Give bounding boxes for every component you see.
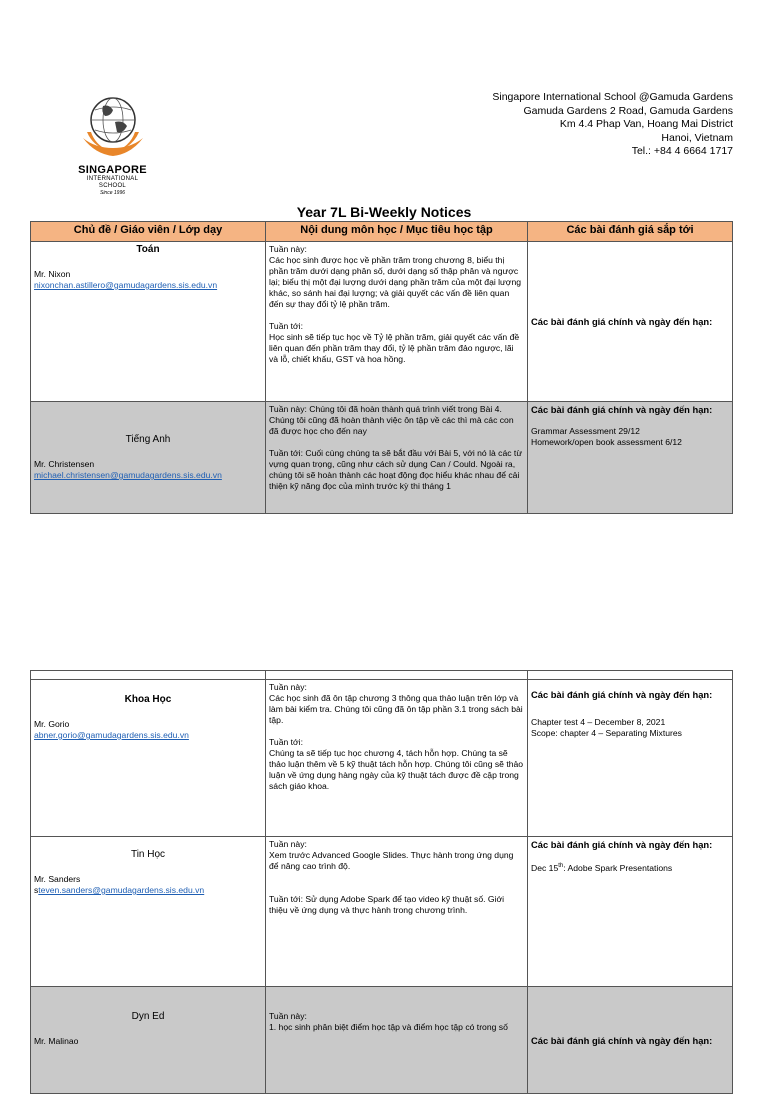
- content-label: Tuần tới:: [269, 321, 303, 331]
- teacher-name: Mr. Nixon: [34, 269, 71, 279]
- address-line: Singapore International School @Gamuda Gardens: [492, 91, 733, 103]
- address-line: Km 4.4 Phap Van, Hoang Mai District: [559, 118, 733, 131]
- assessment-item: Grammar Assessment 29/12: [531, 426, 640, 436]
- content-cell: [266, 242, 528, 402]
- empty-header-cell: [528, 671, 733, 680]
- assessment-cell: [528, 402, 733, 514]
- globe-hands-icon: [77, 92, 149, 162]
- date-suffix: th: [558, 863, 564, 869]
- subject-title: Toán: [136, 244, 160, 255]
- page-title: Year 7L Bi-Weekly Notices: [296, 204, 472, 220]
- content-cell: [266, 837, 528, 987]
- header-content: Nội dung môn học / Mục tiêu học tập: [266, 222, 528, 242]
- table-row: [31, 402, 733, 514]
- school-logo: [55, 92, 170, 204]
- table-header-row: [31, 222, 733, 242]
- assessment-cell: [528, 837, 733, 987]
- teacher-name: Mr. Gorio: [34, 719, 70, 729]
- table-row: [31, 987, 733, 1094]
- logo-since: Since 1996: [99, 190, 126, 196]
- teacher-email: [34, 885, 262, 896]
- notices-table-1: [30, 221, 733, 514]
- teacher-email-link[interactable]: nixonchan.astillero@gamudagardens.sis.edu.vn: [34, 280, 218, 290]
- content-label: Tuần này:: [269, 682, 307, 692]
- assessment-item: [531, 861, 729, 874]
- assessment-cell: [528, 242, 733, 402]
- subject-cell: [31, 680, 266, 837]
- empty-header-cell: [31, 671, 266, 680]
- email-prefix: s: [34, 885, 39, 895]
- content-cell: [266, 987, 528, 1094]
- assessment-item: Chapter test 4 – December 8, 2021: [531, 717, 666, 727]
- teacher-name: Mr. Christensen: [34, 459, 95, 469]
- header-assessments: Các bài đánh giá sắp tới: [528, 222, 733, 242]
- subject-title: Tiếng Anh: [125, 434, 171, 445]
- logo-sub1: INTERNATIONAL: [86, 176, 139, 182]
- table-row: [31, 242, 733, 402]
- assessment-item: Homework/open book assessment 6/12: [531, 437, 682, 447]
- subject-title: Khoa Học: [124, 694, 172, 705]
- content-text: Các học sinh được học về phần trăm trong chương 8, biểu thị phần trăm dưới dạng phân số, dưới dạng số thập phân và ngược lại; biểu thị một đại lượng dưới dạng phần trăm của một đại lượng khác, so sánh hai đại lượng; và giải quyết các vấn đề liên quan đến sự thay đổi tỷ lệ phần trăm.: [269, 255, 522, 309]
- assessment-date: Dec 15: [531, 862, 559, 873]
- content-text: Xem trước Advanced Google Slides. Thực hành trong ứng dụng để nâng cao trình độ.: [269, 850, 514, 871]
- assessment-cell: [528, 987, 733, 1094]
- content-label: Tuần này:: [269, 1011, 307, 1021]
- content-text: Tuần tới: Cuối cùng chúng ta sẽ bắt đầu với Bài 5, với nó là các từ vựng quan trọng, cũng như cách sử dụng Can / Could. Ngoài ra, chúng tôi sẽ hoàn thành các hoạt động đọc hiểu khác nhau để cải thiện kỹ năng đọc của mình trước kỳ thi tháng 1: [269, 448, 523, 491]
- table-header-row: [31, 671, 733, 680]
- notices-table-2: [30, 670, 733, 1094]
- content-text: Học sinh sẽ tiếp tục học về Tỷ lệ phần trăm, giải quyết các vấn đề liên quan đến phần trăm thay đổi, tỷ lệ phần trăm đảo ngược, lãi và lỗ, chiết khấu, GST và hoa hồng.: [269, 332, 520, 364]
- empty-header-cell: [266, 671, 528, 680]
- content-cell: [266, 402, 528, 514]
- assessment-label: : Adobe Spark Presentations: [563, 862, 673, 873]
- assessment-title: Các bài đánh giá chính và ngày đến hạn:: [531, 839, 713, 850]
- subject-cell: [31, 402, 266, 514]
- assessment-cell: [528, 680, 733, 837]
- teacher-name: Mr. Sanders: [34, 874, 81, 884]
- content-label: Tuần này:: [269, 839, 307, 849]
- teacher-name: Mr. Malinao: [34, 1036, 79, 1046]
- address-line: Tel.: +84 4 6664 1717: [631, 145, 733, 158]
- subject-title: Dyn Ed: [131, 1011, 165, 1022]
- assessment-title: Các bài đánh giá chính và ngày đến hạn:: [531, 404, 713, 415]
- content-cell: [266, 680, 528, 837]
- content-text: Tuần tới: Sử dụng Adobe Spark để tạo video kỹ thuật số. Giới thiệu về ứng dụng và thực hành trong chương trình.: [269, 894, 505, 915]
- content-label: Tuần này:: [269, 244, 307, 254]
- subject-title: Tin Học: [130, 849, 166, 860]
- teacher-email-link[interactable]: teven.sanders@gamudagardens.sis.edu.vn: [38, 885, 205, 895]
- assessment-title: Các bài đánh giá chính và ngày đến hạn:: [531, 1035, 713, 1046]
- content-text: Chúng ta sẽ tiếp tục học chương 4, tách hỗn hợp. Chúng ta sẽ thảo luận thêm về 5 kỹ thuật tách hỗn hợp. Chúng tôi cũng sẽ thảo luận về ứng dụng hàng ngày của kỹ thuật tách được đề cập trong sách giáo khoa.: [269, 748, 524, 791]
- content-text: Tuần này: Chúng tôi đã hoàn thành quá trình viết trong Bài 4. Chúng tôi cũng đã hoàn thành việc ôn tập về các thì mà các con đã được học cho đến nay: [269, 404, 514, 436]
- subject-cell: [31, 242, 266, 402]
- table-row: [31, 837, 733, 987]
- address-line: Gamuda Gardens 2 Road, Gamuda Gardens: [523, 104, 733, 117]
- logo-name: SINGAPORE: [78, 164, 147, 176]
- school-address: [433, 91, 733, 159]
- content-text: 1. học sinh phân biệt điểm học tập và điểm học tập có trong số: [269, 1022, 508, 1032]
- subject-cell: [31, 987, 266, 1094]
- header-subject: Chủ đề / Giáo viên / Lớp dạy: [31, 222, 266, 242]
- teacher-email-link[interactable]: abner.gorio@gamudagardens.sis.edu.vn: [34, 730, 189, 740]
- assessment-title: Các bài đánh giá chính và ngày đến hạn:: [531, 316, 713, 327]
- table-row: [31, 680, 733, 837]
- logo-sub2: SCHOOL: [98, 183, 127, 189]
- address-line: Hanoi, Vietnam: [661, 131, 733, 144]
- assessment-item: Scope: chapter 4 – Separating Mixtures: [531, 728, 682, 738]
- assessment-title: Các bài đánh giá chính và ngày đến hạn:: [531, 689, 713, 700]
- subject-cell: [31, 837, 266, 987]
- teacher-email-link[interactable]: michael.christensen@gamudagardens.sis.edu.vn: [34, 470, 222, 480]
- content-text: Các học sinh đã ôn tập chương 3 thông qua thảo luận trên lớp và làm bài kiểm tra. Chúng tôi cũng đã ôn tập phần 3.1 trong sách bài tập.: [269, 693, 523, 725]
- content-label: Tuần tới:: [269, 737, 303, 747]
